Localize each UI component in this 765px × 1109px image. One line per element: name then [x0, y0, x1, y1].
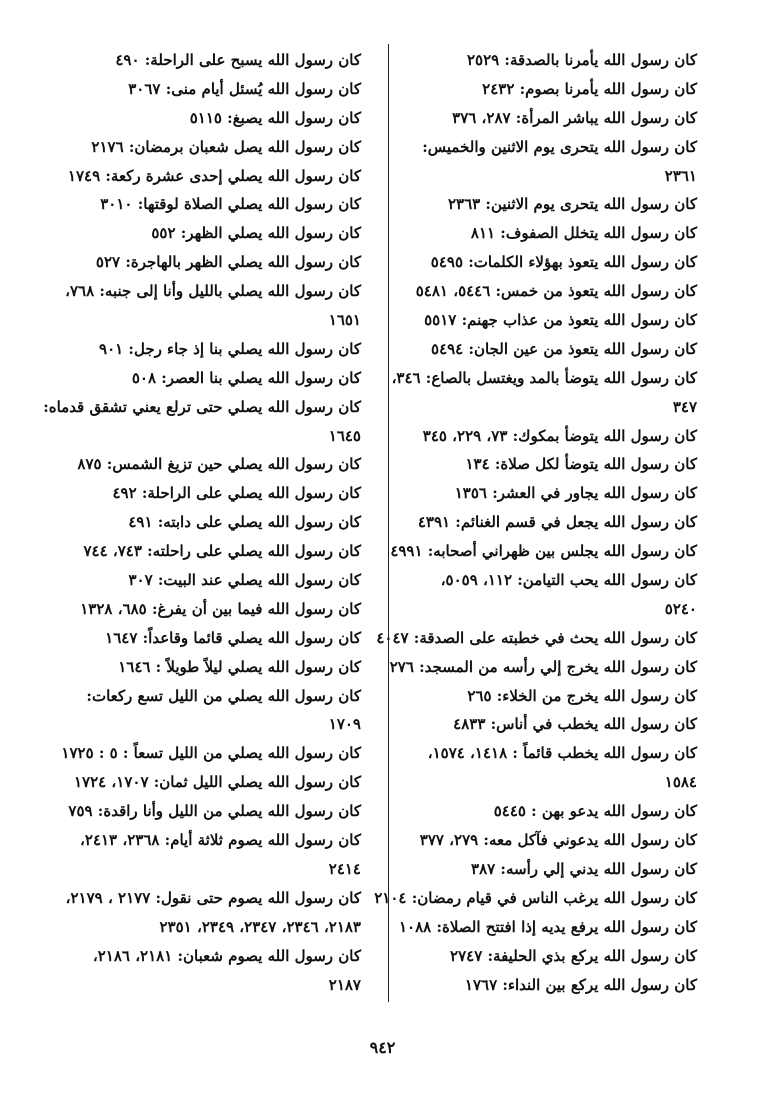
- index-entry: كان رسول الله يتعوذ من عذاب جهنم: ٥٥١٧: [424, 311, 697, 330]
- index-entry: كان رسول الله يتخلل الصفوف: ٨١١: [470, 224, 697, 243]
- index-entry: كان رسول الله يصلي من الليل تسعاً : ٥ : ١٧٢٥: [61, 744, 361, 763]
- index-entry: كان رسول الله يسبح على الراحلة: ٤٩٠: [115, 51, 361, 69]
- index-entry: كان رسول الله يتوضأ بمكوك: ٧٣، ٢٢٩، ٣٤٥: [422, 426, 697, 445]
- index-entry: كان رسول الله يصوم شعبان: ٢١٨١، ٢١٨٦،: [92, 946, 361, 965]
- index-entry: كان رسول الله يصوم حتى نقول: ٢١٧٧ ، ٢١٧٩،: [65, 888, 361, 907]
- index-entry: ٢٤١٤: [328, 859, 361, 878]
- index-entry: كان رسول الله يصلي إحدى عشرة ركعة: ١٧٤٩: [67, 166, 361, 185]
- index-entry: ٢٣٦١: [664, 166, 697, 185]
- index-entry: كان رسول الله يرغب الناس في قيام رمضان: ٢١٠٤: [374, 888, 697, 907]
- index-entry: كان رسول الله فيما بين أن يفرغ: ٦٨٥، ١٣٢٨: [80, 599, 361, 618]
- index-entry: كان رسول الله يصلي عند البيت: ٣٠٧: [128, 571, 361, 590]
- index-entry: كان رسول الله يصلي الليل ثمان: ١٧٠٧، ١٧٢٤: [73, 773, 361, 792]
- right-index-column: [374, 46, 697, 999]
- index-entry: كان رسول الله يصلي حين تزيغ الشمس: ٨٧٥: [77, 455, 361, 474]
- index-entry: كان رسول الله يتعوذ من عين الجان: ٥٤٩٤: [431, 339, 697, 358]
- index-entry: كان رسول الله يخرج من الخلاء: ٢٦٥: [467, 686, 697, 705]
- index-entry: ١٥٨٤: [664, 773, 697, 792]
- index-entry: كان رسول الله يباشر المرأة: ٢٨٧، ٣٧٦: [452, 108, 697, 127]
- index-entry: كان رسول الله يرفع يديه إذا افتتح الصلاة: ١٠٨٨: [399, 917, 697, 936]
- index-entry: ٥٢٤٠: [664, 599, 697, 618]
- index-entry: ١٧٠٩: [328, 715, 361, 734]
- index-entry: كان رسول الله يجاور في العشر: ١٣٥٦: [454, 484, 697, 503]
- page-number: ٩٤٢: [369, 1038, 396, 1057]
- index-entry: كان رسول الله يجعل في قسم الغنائم: ٤٣٩١: [417, 513, 697, 532]
- index-entry: كان رسول الله يصلي على راحلته: ٧٤٣، ٧٤٤: [83, 542, 361, 561]
- index-entry: كان رسول الله يتعوذ من خمس: ٥٤٤٦، ٥٤٨١: [415, 282, 697, 301]
- index-entry: كان رسول الله يصلي بنا إذ جاء رجل: ٩٠١: [99, 339, 361, 358]
- index-entry: ٢١٨٧: [328, 975, 361, 994]
- index-entry: كان رسول الله يصلي قائما وقاعداً: ١٦٤٧: [105, 628, 361, 647]
- index-entry: كان رسول الله يتوضأ بالمد ويغتسل بالصاع: ٣٤٦،: [391, 368, 697, 387]
- index-entry: كان رسول الله يصلي بالليل وأنا إلى جنبه: ٧٦٨،: [65, 282, 361, 301]
- index-entry: ٢١٨٣، ٢٣٤٦، ٢٣٤٧، ٢٣٤٩، ٢٣٥١: [159, 917, 361, 936]
- index-entry: كان رسول الله يصل شعبان برمضان: ٢١٧٦: [91, 137, 361, 156]
- column-divider: [388, 44, 389, 1002]
- index-entry: ١٦٤٥: [328, 426, 361, 445]
- index-entry: كان رسول الله يخطب قائماً : ١٤١٨، ١٥٧٤،: [427, 744, 697, 763]
- index-entry: كان رسول الله يصلي حتى ترلع يعني تشقق قدماه:: [43, 397, 361, 416]
- index-entry: كان رسول الله يخرج إلي رأسه من المسجد: ٢٧٦: [389, 657, 697, 676]
- index-entry: كان رسول الله يصبغ: ٥١١٥: [189, 108, 361, 127]
- index-entry: كان رسول الله يحث في خطبته على الصدقة: ٤٠٤٧: [376, 628, 697, 647]
- index-entry: كان رسول الله يخطب في أناس: ٤٨٣٣: [453, 715, 697, 734]
- index-entry: كان رسول الله يصلي من الليل وأنا راقدة: ٧٥٩: [68, 802, 361, 821]
- index-entry: كان رسول الله يدني إلي رأسه: ٣٨٧: [471, 859, 697, 878]
- index-entry: ١٦٥١: [328, 311, 361, 330]
- index-entry: كان رسول الله يأمرنا بالصدقة: ٢٥٢٩: [466, 51, 697, 69]
- index-entry: كان رسول الله يصلي الظهر: ٥٥٢: [151, 224, 361, 243]
- index-entry: كان رسول الله يصلي من الليل تسع ركعات:: [86, 686, 361, 705]
- index-entry: كان رسول الله يصلي بنا العصر: ٥٠٨: [131, 368, 361, 387]
- index-entry: كان رسول الله يُسئل أيام منى: ٣٠٦٧: [128, 79, 361, 98]
- index-entry: كان رسول الله يأمرنا بصوم: ٢٤٣٢: [482, 79, 697, 98]
- index-entry: كان رسول الله يتحرى يوم الاثنين والخميس:: [422, 137, 697, 156]
- index-entry: كان رسول الله يصلي ليلاً طويلاً : ١٦٤٦: [118, 657, 361, 676]
- index-entry: ٣٤٧: [672, 397, 697, 416]
- index-entry: كان رسول الله يركع بذي الحليفة: ٢٧٤٧: [450, 946, 697, 965]
- index-entry: كان رسول الله يصلي الصلاة لوقتها: ٣٠١٠: [100, 195, 361, 214]
- index-entry: كان رسول الله يصلي الظهر بالهاجرة: ٥٢٧: [95, 253, 361, 272]
- index-entry: كان رسول الله يحب التيامن: ١١٢، ٥٠٥٩،: [440, 571, 697, 590]
- index-entry: كان رسول الله يركع بين النداء: ١٧٦٧: [464, 975, 697, 994]
- index-entry: كان رسول الله يتوضأ لكل صلاة: ١٣٤: [465, 455, 697, 474]
- index-entry: كان رسول الله يتعوذ بهؤلاء الكلمات: ٥٤٩٥: [430, 253, 697, 272]
- index-entry: كان رسول الله يصوم ثلاثة أيام: ٢٣٦٨، ٢٤١٣،: [80, 831, 361, 850]
- index-entry: كان رسول الله يصلي على دابته: ٤٩١: [128, 513, 361, 532]
- index-entry: كان رسول الله يدعوني فآكل معه: ٢٧٩، ٣٧٧: [419, 831, 697, 850]
- index-entry: كان رسول الله يدعو بهن : ٥٤٤٥: [493, 802, 697, 821]
- index-entry: كان رسول الله يتحرى يوم الاثنين: ٢٣٦٣: [447, 195, 697, 214]
- left-index-column: [43, 46, 361, 999]
- index-entry: كان رسول الله يجلس بين ظهراني أصحابه: ٤٩٩١: [390, 542, 697, 561]
- index-entry: كان رسول الله يصلي على الراحلة: ٤٩٢: [112, 484, 361, 503]
